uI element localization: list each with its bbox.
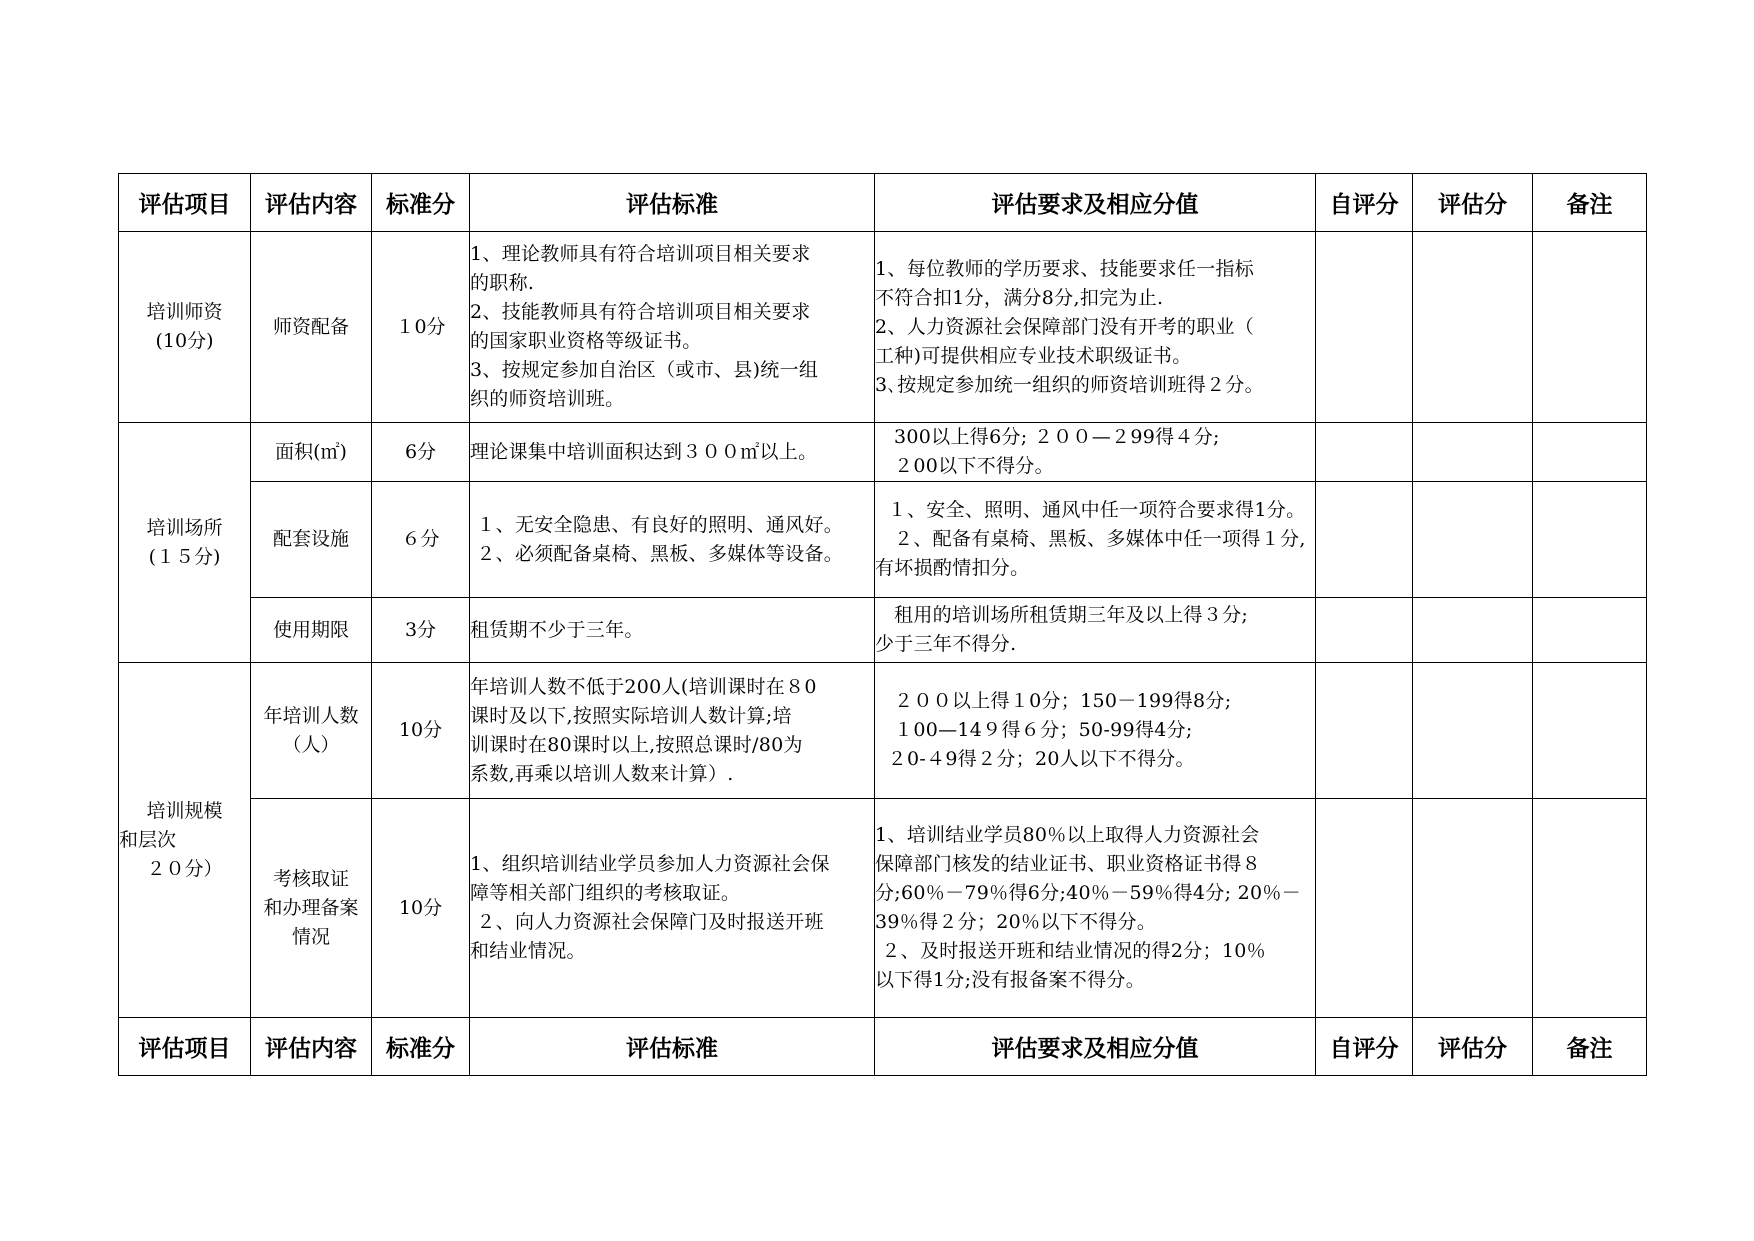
self-score-cell[interactable]: [1316, 663, 1413, 799]
remarks-cell[interactable]: [1533, 423, 1647, 482]
requirement-line: 300以上得6分; ２００—２99得４分;: [875, 426, 1220, 448]
requirement-line: 1、每位教师的学历要求、技能要求任一指标: [875, 257, 1255, 280]
requirement-line: ２、配备有桌椅、黑板、多媒体中任一项得１分,: [875, 528, 1306, 550]
requirement-line: ２0-４9得２分；20人以下不得分。: [875, 748, 1195, 770]
standard-line: 年培训人数不低于200人(培训课时在８0: [470, 675, 817, 698]
group-name: 培训场所: [146, 516, 223, 539]
standard-line: 的职称.: [470, 272, 535, 294]
content-cell: 配套设施: [251, 482, 372, 598]
header-standard: 评估标准: [470, 1018, 875, 1076]
requirement-line: 少于三年不得分.: [875, 633, 1017, 655]
group-cell: [119, 232, 251, 423]
content-cell: [251, 663, 372, 799]
standard-line: 1、组织培训结业学员参加人力资源社会保: [470, 853, 830, 875]
requirement-cell: [875, 423, 1316, 482]
eval-score-cell[interactable]: [1413, 598, 1533, 663]
eval-score-cell[interactable]: [1413, 423, 1533, 482]
requirement-line: ２００以上得１0分；150－199得8分;: [875, 690, 1232, 712]
requirement-line: １00—14９得６分；50-99得4分;: [875, 719, 1193, 741]
standard-line: 2、技能教师具有符合培训项目相关要求: [470, 301, 811, 323]
header-self-score: 自评分: [1316, 1018, 1413, 1076]
self-score-cell[interactable]: [1316, 232, 1413, 423]
standard-line: 系数,再乘以培训人数来计算）.: [470, 762, 734, 785]
standard-line: 课时及以下,按照实际培训人数计算;培: [470, 704, 792, 727]
header-requirement: 评估要求及相应分值: [875, 174, 1316, 232]
score-cell: 10分: [372, 663, 470, 799]
score-cell: 3分: [372, 598, 470, 663]
header-remarks: 备注: [1533, 1018, 1647, 1076]
standard-line: ２、必须配备桌椅、黑板、多媒体等设备。: [470, 542, 844, 565]
content-line: 年培训人数: [263, 704, 359, 727]
header-standard-score: 标准分: [372, 174, 470, 232]
self-score-cell[interactable]: [1316, 799, 1413, 1018]
remarks-cell[interactable]: [1533, 482, 1647, 598]
header-content: 评估内容: [251, 1018, 372, 1076]
table-row: [119, 799, 1647, 1018]
score-cell: 10分: [372, 799, 470, 1018]
score-cell: ６分: [372, 482, 470, 598]
eval-score-cell[interactable]: [1413, 482, 1533, 598]
content-cell: 师资配备: [251, 232, 372, 423]
header-standard: 评估标准: [470, 174, 875, 232]
evaluation-table: [118, 173, 1647, 1076]
eval-score-cell[interactable]: [1413, 663, 1533, 799]
group-name: 培训师资: [146, 301, 223, 323]
standard-cell: [470, 663, 875, 799]
requirement-line: 1、培训结业学员80％以上取得人力资源社会: [875, 824, 1260, 846]
table-row: [119, 423, 1647, 482]
standard-line: 租赁期不少于三年。: [470, 618, 644, 641]
remarks-cell[interactable]: [1533, 799, 1647, 1018]
standard-cell: [470, 423, 875, 482]
content-line: 和办理备案: [263, 896, 359, 919]
header-remarks: 备注: [1533, 174, 1647, 232]
requirement-line: 2、人力资源社会保障部门没有开考的职业（: [875, 315, 1255, 338]
requirement-cell: [875, 232, 1316, 423]
requirement-cell: [875, 799, 1316, 1018]
eval-score-cell[interactable]: [1413, 799, 1533, 1018]
table-row: [119, 598, 1647, 663]
requirement-cell: [875, 482, 1316, 598]
standard-line: １、无安全隐患、有良好的照明、通风好。: [470, 513, 844, 536]
group-name-line: 和层次: [119, 828, 177, 851]
group-name-line: 培训规模: [146, 799, 223, 822]
content-cell: 面积(㎡): [251, 423, 372, 482]
requirement-line: ２00以下不得分。: [875, 455, 1054, 477]
content-cell: 使用期限: [251, 598, 372, 663]
eval-score-cell[interactable]: [1413, 232, 1533, 423]
self-score-cell[interactable]: [1316, 423, 1413, 482]
remarks-cell[interactable]: [1533, 663, 1647, 799]
standard-line: ２、向人力资源社会保障门及时报送开班: [470, 911, 824, 933]
standard-line: 训课时在80课时以上,按照总课时/80为: [470, 733, 803, 756]
content-line: （人）: [282, 733, 340, 756]
requirement-line: 分;60％－79％得6分;40％－59％得4分; 20％－: [875, 882, 1302, 904]
remarks-cell[interactable]: [1533, 232, 1647, 423]
requirement-cell: [875, 663, 1316, 799]
footer-header-row: [119, 1018, 1647, 1076]
standard-line: 织的师资培训班。: [470, 388, 625, 410]
requirement-line: 有坏损酌情扣分。: [875, 557, 1030, 579]
score-cell: 6分: [372, 423, 470, 482]
table-row: [119, 232, 1647, 423]
header-item: 评估项目: [119, 1018, 251, 1076]
header-standard-score: 标准分: [372, 1018, 470, 1076]
standard-line: 的国家职业资格等级证书。: [470, 330, 702, 352]
header-row: [119, 174, 1647, 232]
group-score: (１５分): [148, 545, 221, 568]
standard-line: 理论课集中培训面积达到３００㎡以上。: [470, 440, 818, 463]
standard-cell: [470, 598, 875, 663]
content-line: 考核取证: [272, 867, 349, 890]
remarks-cell[interactable]: [1533, 598, 1647, 663]
standard-line: 1、理论教师具有符合培训项目相关要求: [470, 243, 811, 265]
header-eval-score: 评估分: [1413, 1018, 1533, 1076]
content-line: 情况: [291, 925, 330, 948]
header-eval-score: 评估分: [1413, 174, 1533, 232]
group-score: (10分): [155, 330, 214, 352]
group-cell: [119, 663, 251, 1018]
table-row: [119, 663, 1647, 799]
standard-cell: [470, 799, 875, 1018]
header-requirement: 评估要求及相应分值: [875, 1018, 1316, 1076]
table-row: [119, 482, 1647, 598]
requirement-line: 工种)可提供相应专业技术职级证书。: [875, 344, 1192, 367]
header-content: 评估内容: [251, 174, 372, 232]
standard-line: 3、按规定参加自治区（或市、县)统一组: [470, 359, 819, 381]
requirement-line: １、安全、照明、通风中任一项符合要求得1分。: [875, 499, 1306, 521]
standard-cell: [470, 232, 875, 423]
score-cell: １0分: [372, 232, 470, 423]
standard-line: 和结业情况。: [470, 940, 586, 962]
header-item: 评估项目: [119, 174, 251, 232]
self-score-cell[interactable]: [1316, 482, 1413, 598]
requirement-line: 以下得1分;没有报备案不得分。: [875, 969, 1145, 991]
requirement-line: 租用的培训场所租赁期三年及以上得３分;: [875, 604, 1249, 626]
requirement-line: 3､按规定参加统一组织的师资培训班得２分。: [875, 373, 1264, 396]
requirement-cell: [875, 598, 1316, 663]
requirement-line: 保障部门核发的结业证书、职业资格证书得８: [875, 853, 1262, 875]
standard-cell: [470, 482, 875, 598]
requirement-line: 不符合扣1分，满分8分,扣完为止.: [875, 286, 1164, 309]
self-score-cell[interactable]: [1316, 598, 1413, 663]
requirement-line: ２、及时报送开班和结业情况的得2分；10％: [875, 940, 1266, 962]
content-cell: [251, 799, 372, 1018]
requirement-line: 39％得２分；20％以下不得分。: [875, 911, 1157, 933]
header-self-score: 自评分: [1316, 174, 1413, 232]
group-cell: [119, 423, 251, 663]
group-score: ２０分）: [146, 857, 223, 880]
standard-line: 障等相关部门组织的考核取证。: [470, 882, 741, 904]
